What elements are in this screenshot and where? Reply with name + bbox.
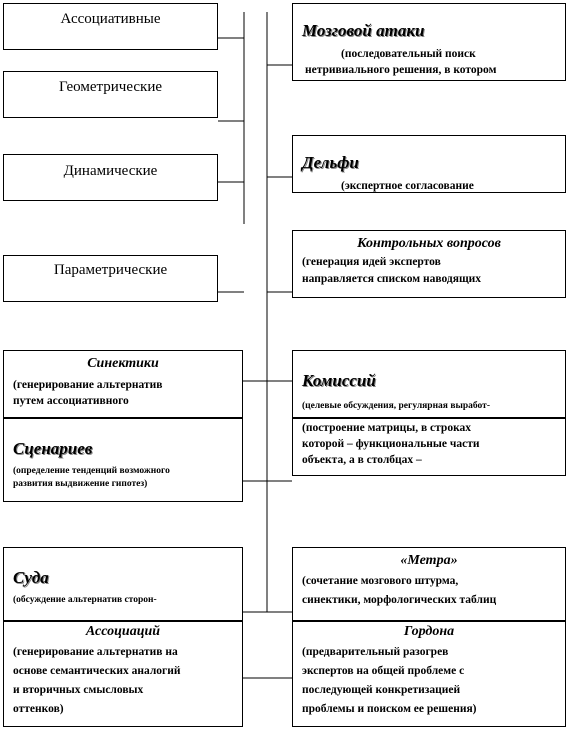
box-court: [3, 547, 243, 621]
synectics-line-2: путем ассоциативного: [13, 395, 129, 407]
delphi-title: Дельфи: [302, 153, 359, 172]
brainstorm-title: Мозговой атаки: [302, 21, 425, 40]
gordon-line-2: экспертов на общей проблеме с: [302, 665, 465, 677]
metra-title: «Метра»: [400, 553, 458, 568]
synectics-line-1: (генерирование альтернатив: [13, 379, 163, 391]
box-delphi: [292, 135, 566, 193]
box-dynamic: [3, 154, 218, 201]
box-synectics: [3, 350, 243, 418]
parametric-label: Параметрические: [53, 262, 168, 278]
box-gordon: [292, 621, 566, 727]
gordon-title: Гордона: [403, 624, 455, 639]
associations-line-4: оттенков): [13, 703, 64, 715]
gordon-line-1: (предварительный разогрев: [302, 646, 449, 658]
gordon-line-4: проблемы и поиском ее решения): [302, 703, 477, 715]
associations-line-3: и вторичных смысловых: [13, 684, 144, 696]
box-matrix: [292, 418, 566, 476]
matrix-line-2: которой – функциональные части: [302, 438, 480, 450]
box-control-questions: [292, 230, 566, 298]
control-line-2: направляется списком наводящих: [302, 273, 482, 285]
associative-label: Ассоциативные: [60, 11, 161, 27]
box-associations: [3, 621, 243, 727]
court-title: Суда: [13, 568, 49, 587]
box-scenarios: [3, 418, 243, 502]
box-associative: [3, 3, 218, 50]
synectics-title: Синектики: [87, 356, 159, 371]
matrix-line-3: объекта, а в столбцах –: [302, 454, 422, 466]
metra-line-2: синектики, морфологических таблиц: [302, 594, 497, 606]
box-brainstorm: [292, 3, 566, 81]
control-line-1: (генерация идей экспертов: [302, 256, 441, 268]
court-line-1: (обсуждение альтернатив сторон-: [13, 595, 157, 605]
commission-title: Комиссий: [302, 371, 376, 390]
dynamic-label: Динамические: [63, 163, 158, 179]
matrix-line-1: (построение матрицы, в строках: [302, 422, 472, 434]
control-title: Контрольных вопросов: [357, 236, 501, 251]
scenarios-title: Сценариев: [13, 439, 93, 458]
box-parametric: [3, 255, 218, 302]
scenarios-line-2: развития выдвижение гипотез): [13, 479, 148, 489]
commission-line-1: (целевые обсуждения, регулярная выработ-: [302, 401, 490, 411]
delphi-line-1: (экспертное согласование: [341, 180, 474, 192]
box-commission: [292, 350, 566, 418]
metra-line-1: (сочетание мозгового штурма,: [302, 575, 459, 587]
associations-line-1: (генерирование альтернатив на: [13, 646, 178, 658]
gordon-line-3: последующей конкретизацией: [302, 684, 461, 696]
box-metra: [292, 547, 566, 621]
associations-line-2: основе семантических аналогий: [13, 665, 181, 677]
box-geometric: [3, 71, 218, 118]
brainstorm-line-1: (последовательный поиск: [341, 48, 476, 60]
geometric-label: Геометрические: [58, 79, 163, 95]
brainstorm-line-2: нетривиального решения, в котором: [305, 64, 497, 76]
scenarios-line-1: (определение тенденций возможного: [13, 466, 170, 476]
associations-title: Ассоциаций: [85, 624, 161, 639]
